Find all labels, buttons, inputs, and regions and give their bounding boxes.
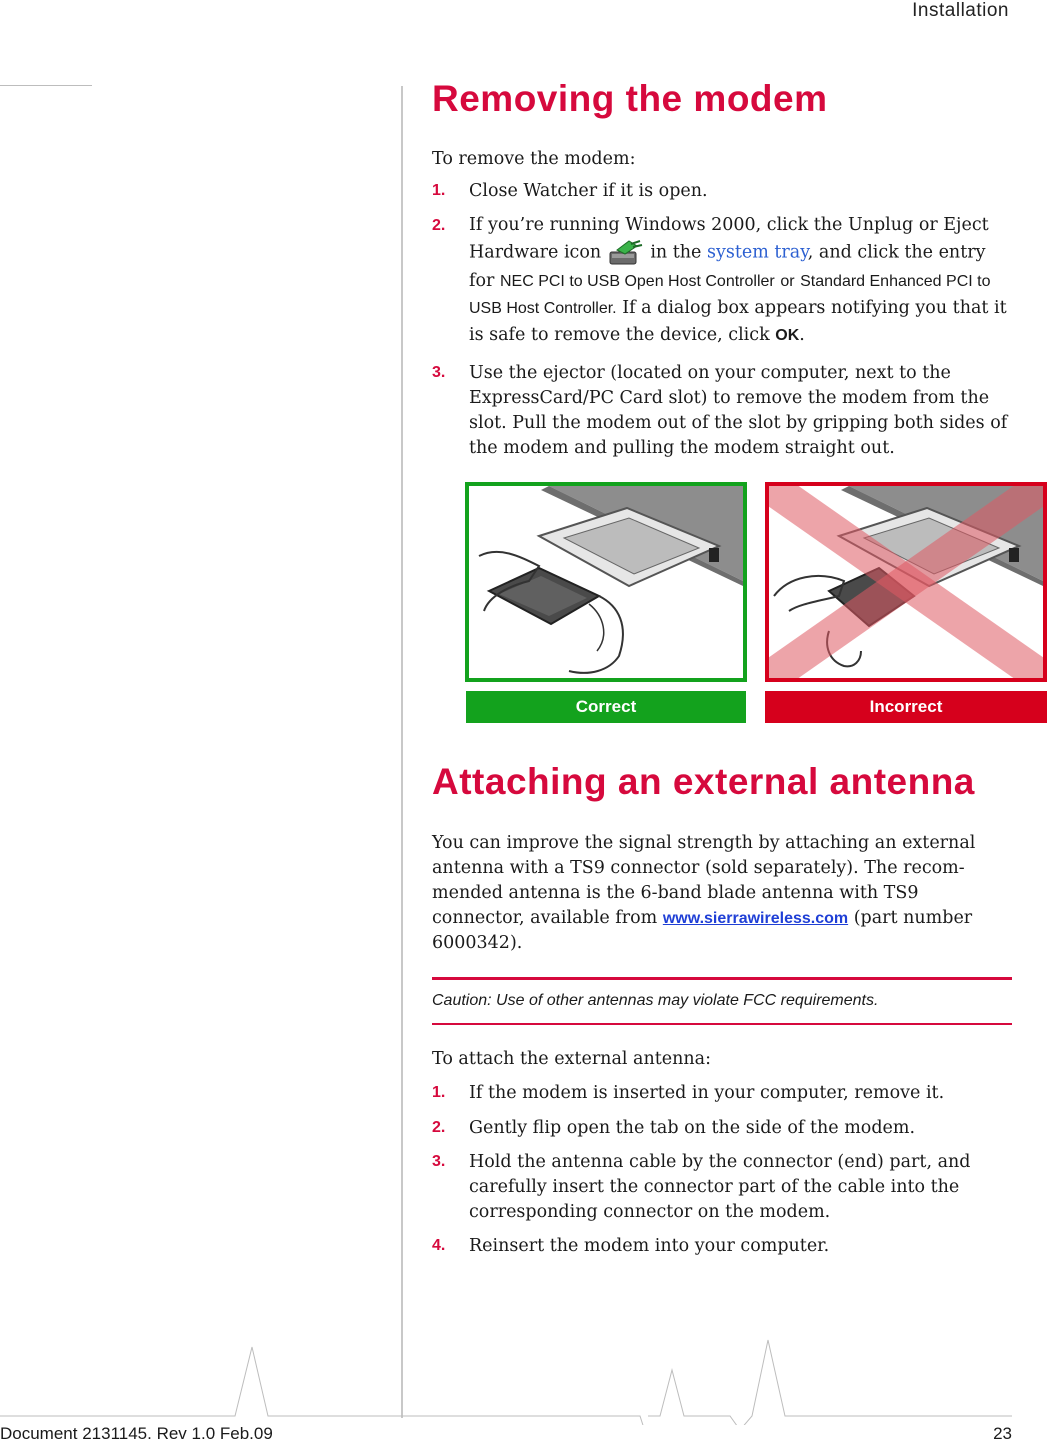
section-heading-antenna: Attaching an external antenna — [432, 761, 975, 802]
step-text: Gently flip open the tab on the side of the modem. — [469, 1118, 916, 1138]
step-text: If the modem is inserted in your computer, remove it. — [469, 1083, 945, 1103]
step-number: 1. — [432, 1084, 446, 1101]
step-number: 3. — [432, 364, 446, 381]
section2-intro: You can improve the signal strength by attaching an external antenna with a TS9 connector (sold separately). The recommended antenna is the 6-band blade antenna with TS9 connector, available from www.sierrawireless.com (part number 6000342). — [432, 833, 976, 953]
step-number: 3. — [432, 1153, 446, 1170]
step-text-unplug: If you’re running Windows 2000, click the Unplug or Eject Hardware icon in the system tray, and click the entry for NEC PCI to USB Open Host Controller or Standard Enhanced PCI to USB Host Controller. If a dialog box appears notifying you that it is safe to remove the device, click OK. — [469, 215, 1007, 345]
top-rule — [0, 85, 92, 86]
page-number: 23 — [993, 1424, 1012, 1443]
step-number: 1. — [432, 182, 446, 199]
unplug-hardware-icon[interactable] — [607, 238, 645, 268]
step-text: Use the ejector (located on your computer, next to the ExpressCard/PC Card slot) to remove the modem from the slot. Pull the modem out of the slot by gripping both sides of the modem and pulling the modem straight out. — [469, 363, 1008, 458]
step-number: 2. — [432, 1119, 446, 1136]
incorrect-removal-image — [765, 482, 1047, 682]
step-text: Hold the antenna cable by the connector (end) part, and carefully insert the connector part of the cable into the corresponding connector on the modem. — [469, 1152, 971, 1222]
controller-entry-1: NEC PCI to USB Open Host Controller — [499, 273, 775, 290]
margin-rule — [401, 86, 403, 1418]
system-tray-link[interactable]: system tray — [707, 242, 808, 263]
step-text: Close Watcher if it is open. — [469, 181, 708, 201]
step-text: Reinsert the modem into your computer. — [469, 1236, 830, 1256]
controller-entry-2: Standard Enhanced PCI to USB Host Controller. — [469, 273, 991, 317]
caution-top-rule — [432, 977, 1012, 980]
ok-button-label: OK — [775, 327, 800, 344]
footer-wave-decoration — [0, 1335, 1047, 1425]
step-number: 4. — [432, 1237, 446, 1254]
section2-lead: To attach the external antenna: — [432, 1049, 712, 1069]
caution-bottom-rule — [432, 1023, 1012, 1025]
incorrect-label: Incorrect — [765, 691, 1047, 723]
correct-removal-image — [465, 482, 747, 682]
sierrawireless-link[interactable]: www.sierrawireless.com — [662, 910, 849, 927]
running-header: Installation — [912, 0, 1009, 21]
section1-intro: To remove the modem: — [432, 149, 636, 169]
section-heading-removing: Removing the modem — [432, 78, 828, 119]
correct-label: Correct — [466, 691, 746, 723]
document-id: Document 2131145. Rev 1.0 Feb.09 — [0, 1424, 273, 1443]
caution-note: Caution: Use of other antennas may violate FCC requirements. — [432, 992, 879, 1009]
step-number: 2. — [432, 217, 446, 234]
